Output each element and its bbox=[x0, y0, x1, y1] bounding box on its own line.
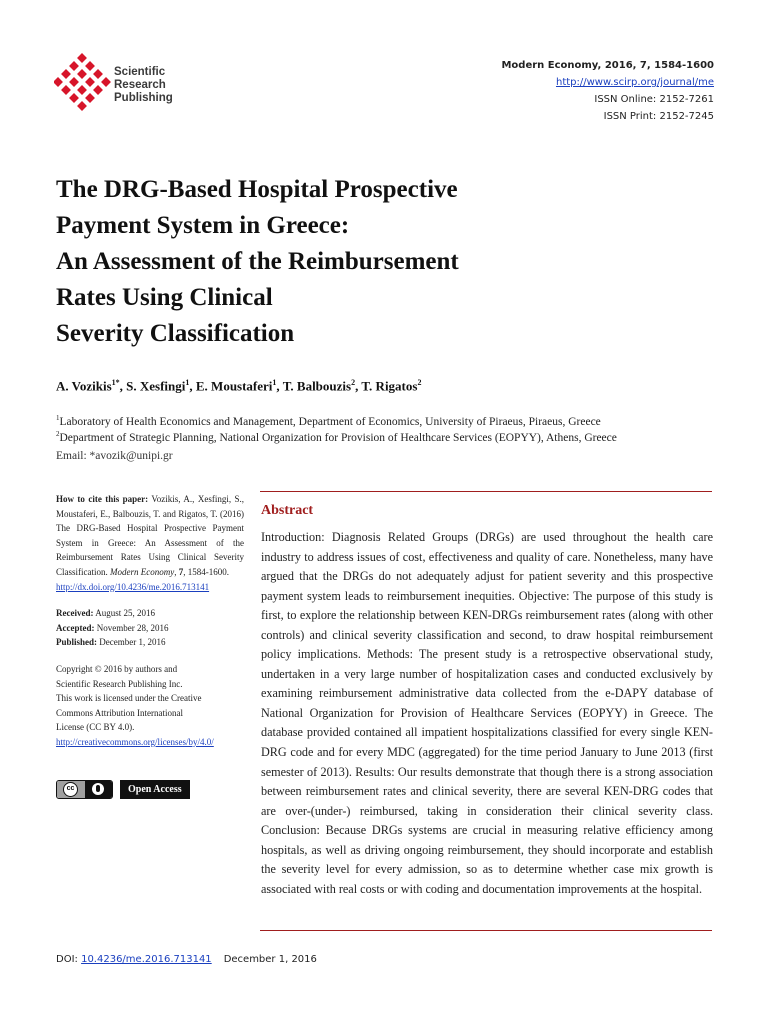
issn-online: ISSN Online: 2152-7261 bbox=[594, 94, 714, 105]
published-value: December 1, 2016 bbox=[97, 637, 166, 648]
publisher-name-line: Scientific bbox=[114, 66, 166, 78]
author-affiliation-marker: 1 bbox=[272, 378, 277, 387]
abstract-rule-top bbox=[260, 491, 712, 492]
accepted-value: November 28, 2016 bbox=[94, 622, 169, 633]
issn-print: ISSN Print: 2152-7245 bbox=[603, 111, 714, 122]
cite-text: Vozikis, A., Xesfingi, S., Moustaferi, E., Balbouzis, T. and Rigatos, T. (2016) The DRG-Based Hospital Prospective Payment System in Greece: An Assessment of the Reimbursement Rates Using Clinical Severity Classification. bbox=[56, 494, 244, 577]
logo-diamond bbox=[85, 77, 95, 87]
logo-diamond bbox=[61, 69, 71, 79]
publisher-logo bbox=[54, 52, 184, 112]
title-line: The DRG-Based Hospital Prospective bbox=[56, 176, 458, 203]
attribution-person-icon bbox=[92, 783, 104, 795]
copyright-notice bbox=[56, 662, 244, 750]
affiliation-2 bbox=[56, 430, 617, 444]
diamond-grid-icon bbox=[54, 52, 112, 112]
journal-info bbox=[501, 57, 714, 125]
logo-diamond bbox=[101, 77, 111, 87]
title-line: Rates Using Clinical bbox=[56, 284, 273, 311]
publisher-name bbox=[114, 66, 173, 105]
open-access-badge: Open Access bbox=[120, 780, 190, 799]
cite-tail: , bbox=[174, 566, 179, 577]
copyright-line: License (CC BY 4.0). bbox=[56, 722, 135, 733]
published-label: Published: bbox=[56, 637, 98, 648]
copyright-line: Copyright © 2016 by authors and bbox=[56, 663, 178, 674]
abstract-heading: Abstract bbox=[261, 503, 314, 518]
received-label: Received: bbox=[56, 608, 94, 619]
logo-diamond bbox=[69, 61, 79, 71]
publisher-name-line: Research bbox=[114, 79, 166, 91]
journal-url-link[interactable]: http://www.scirp.org/journal/me bbox=[555, 77, 714, 88]
logo-diamond bbox=[69, 77, 79, 87]
author-name: S. Xesfingi bbox=[126, 378, 186, 394]
license-link[interactable]: http://creativecommons.org/licenses/by/4.0/ bbox=[56, 736, 214, 747]
logo-diamond bbox=[61, 85, 71, 95]
author-affiliation-marker: 1* bbox=[111, 378, 120, 387]
logo-diamond bbox=[93, 69, 103, 79]
logo-diamond bbox=[69, 93, 79, 103]
footer-date: December 1, 2016 bbox=[223, 954, 317, 965]
copyright-line: Scientific Research Publishing Inc. bbox=[56, 678, 183, 689]
affiliation-1 bbox=[56, 414, 601, 428]
publisher-name-line: Publishing bbox=[114, 92, 173, 104]
author-name: T. Balbouzis bbox=[282, 378, 352, 394]
author-affiliation-marker: 2 bbox=[417, 378, 422, 387]
author-email: Email: *avozik@unipi.gr bbox=[56, 450, 173, 462]
title-line: Severity Classification bbox=[56, 320, 295, 347]
author-name: E. Moustaferi bbox=[195, 378, 273, 394]
logo-diamond bbox=[93, 85, 103, 95]
article-dates bbox=[56, 606, 244, 650]
cc-by-badge-icon[interactable] bbox=[56, 780, 113, 799]
article-info-sidebar bbox=[56, 492, 244, 750]
cite-volume: 7 bbox=[178, 566, 184, 577]
accepted-date bbox=[56, 621, 244, 636]
author-list: A. Vozikis$^{1*}$, S. Xesfingi$^1$, E. Moustaferi$^1$, T. Balbouzis$^2$, T. Rigatos$^2$ bbox=[56, 378, 422, 394]
logo-diamond bbox=[77, 69, 87, 79]
published-date bbox=[56, 635, 244, 650]
received-value: August 25, 2016 bbox=[93, 608, 155, 619]
accepted-label: Accepted: bbox=[56, 622, 95, 633]
copyright-line: This work is licensed under the Creative bbox=[56, 693, 202, 704]
affiliation-text: Laboratory of Health Economics and Management, Department of Economics, University of Piraeus, Piraeus, Greece bbox=[59, 415, 601, 428]
cite-journal: Modern Economy bbox=[110, 566, 175, 577]
how-to-cite bbox=[56, 492, 244, 594]
cc-badge-text: cc bbox=[63, 782, 78, 797]
logo-diamond bbox=[77, 101, 87, 111]
copyright-line: Commons Attribution International bbox=[56, 707, 183, 718]
title-line: An Assessment of the Reimbursement bbox=[56, 248, 459, 275]
journal-citation: Modern Economy, 2016, 7, 1584-1600 bbox=[501, 60, 714, 71]
logo-diamond bbox=[77, 85, 87, 95]
affiliation-marker: 1 bbox=[56, 414, 60, 422]
paper-title bbox=[56, 172, 676, 352]
author-affiliation-marker: 2 bbox=[351, 378, 356, 387]
logo-diamond bbox=[85, 61, 95, 71]
logo-diamond bbox=[54, 77, 63, 87]
affiliation-marker: 2 bbox=[56, 430, 60, 438]
doi-link[interactable]: 10.4236/me.2016.713141 bbox=[81, 954, 212, 965]
title-line: Payment System in Greece: bbox=[56, 212, 350, 239]
abstract-rule-bottom bbox=[260, 930, 712, 931]
received-date bbox=[56, 606, 244, 621]
cite-label: How to cite this paper: bbox=[56, 494, 149, 504]
author-affiliation-marker: 1 bbox=[185, 378, 190, 387]
cite-pages: , 1584-1600. bbox=[183, 566, 229, 577]
cite-doi-link[interactable]: http://dx.doi.org/10.4236/me.2016.713141 bbox=[56, 581, 210, 592]
affiliation-text: Department of Strategic Planning, National Organization for Provision of Healthcare Services (EOPYY), Athens, Greece bbox=[59, 431, 617, 444]
author-name: A. Vozikis bbox=[56, 378, 112, 394]
abstract-body: Introduction: Diagnosis Related Groups (DRGs) are used throughout the health care industry to address issues of cost, effectiveness and quality of care. Nonetheless, many have argued that the DRGs do not adequately adjust for patient severity and this prospective payment system leads to reimbursement inequities. Objective: The purpose of this study is first, to explore the relationship between KEN-DRGs reimbursement rates (along with other controls) and clinical severity classification and second, to draw hospital reimbursement policy implications. Methods: The present study is a retrospective observational study, undertaken in a very large number of hospitalization cases and conducted exclusively by examining reimbursement administrative data collected from the e-DAPY database of National Organization for Provision of Healthcare Services (EOPYY) in Greece. The database provided contained all impatient hospitalizations classified for every single KEN-DRG code and for every MDC (aggregated) for the time period January to June 2013 (first semester of 2013). Results: Our results demonstrate that though there is a strong association between reimbursement rates and clinical severity, there are several KEN-DRG codes that are over-(under-) reimbursed, taking in consideration their clinical severity class. Conclusion: Because DRGs systems are crucial in measuring relative efficiency among hospitals, as well as driving ongoing reimbursement, they should incorporate and establish the severity level for every admission, so as to determine whether case mix growth is associated with real costs or with coding and documentation improvements at the hospital. bbox=[261, 530, 713, 896]
author-name: T. Rigatos bbox=[361, 378, 418, 394]
doi-label: DOI: bbox=[56, 954, 82, 965]
logo-diamond bbox=[85, 93, 95, 103]
page-footer bbox=[56, 954, 317, 965]
logo-diamond bbox=[77, 53, 87, 63]
